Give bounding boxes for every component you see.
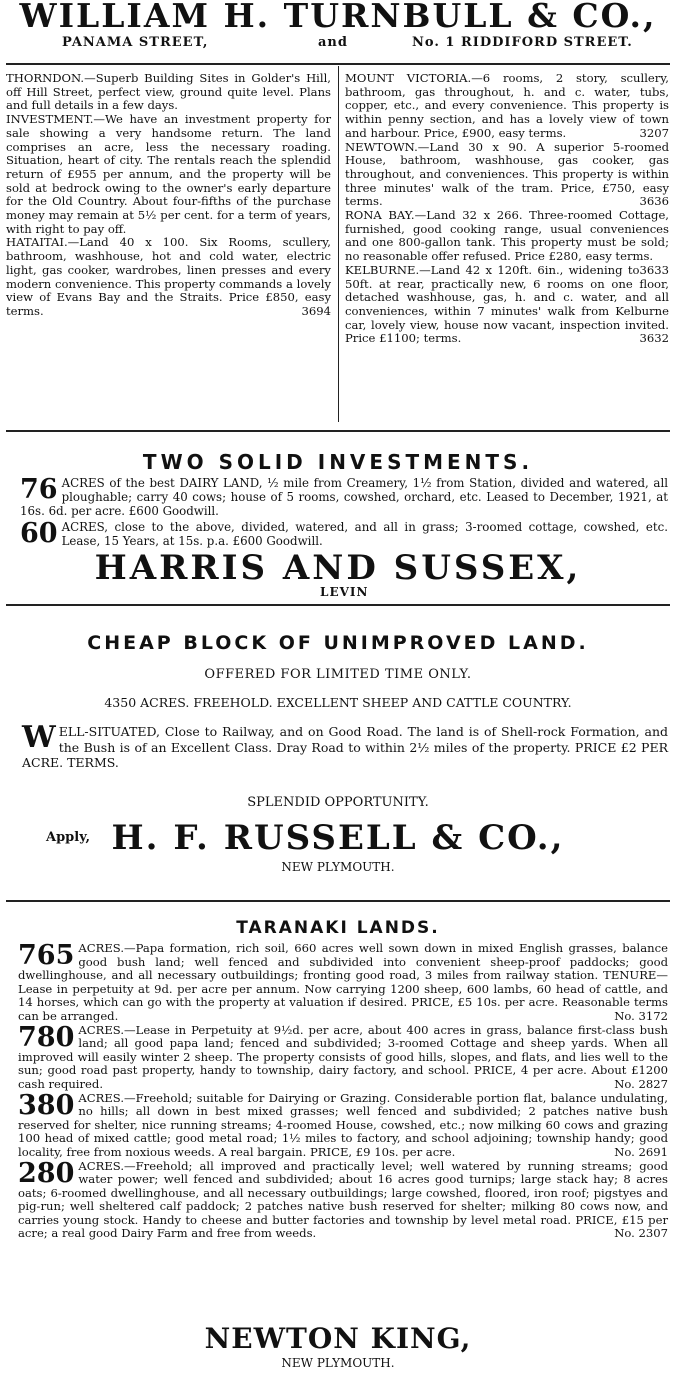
listing-text: NEWTOWN.—Land 30 x 90. A superior 5-roomed House, bathroom, washhouse, gas cooker, gas throughout, and conveniences. This property is within three minutes' walk of the tram. Price, £750, easy terms. [345,139,669,209]
turnbull-right-column [345,72,669,346]
listing-body [18,1021,668,1092]
listing-ref: 3632 [639,331,669,346]
harris-firm: HARRIS AND SUSSEX, [94,548,582,588]
listing-text: ACRES.—Papa formation, rich soil, 660 acres well sown down in mixed English grasses, balance good bush land; well fenced and subdivided into convenient sheep-proof paddocks; good dwellinghouse, and all necessary outbuildings; fronting good road, 3 miles from railway station. TENURE—Lease in perpetuity at 9d. per acre per annum. Now carrying 1200 sheep, 600 lambs, 60 head of cattle, and 14 horses, which can go with the property at valuation if desired. PRICE, £5 10s. per acre. Reasonable terms can be arranged. [18,941,668,1023]
listing-hataitai [6,236,331,318]
land-listing [18,942,668,1024]
russell-body-text: ELL-SITUATED, Close to Railway, and on Good Road. The land is of Shell-rock Formation, and the Bush is of an Excellent Class. Dray Road to within 2½ miles of the property. PRICE £2 PER ACRE. TERMS. [22,724,668,770]
acreage-number: 60 [20,518,58,549]
listing-ref: 3636 [639,194,669,209]
turnbull-street-and: and [318,35,348,50]
listing-ref: 3633 [639,262,669,277]
turnbull-street-left: PANAMA STREET, [62,35,209,50]
acreage-number: 280 [18,1157,75,1189]
turnbull-title: WILLIAM H. TURNBULL & CO., [19,0,657,35]
russell-body [22,720,668,771]
turnbull-left-column [6,72,331,319]
listing-text: ACRES.—Freehold; all improved and practically level; well watered by running streams; good water power; well fenced and subdivided; about 16 acres good turnips; large stack hay; 8 acres oats; 6-roomed dwellinghouse, and all necessary outbuildings; large cowshed, floored, iron roof; pigstyes and pig-run; well sheltered calf paddock; 2 patches native bush reserved for shelter; milking 80 cows now, and carries young stock. Handy to cheese and butter factories and township by level metal road. PRICE, £15 per acre; a real good Dairy Farm and free from weeds. [18,1158,668,1241]
russell-firm: H. F. RUSSELL & CO., [111,818,565,858]
listing-newtown [345,141,669,210]
listing-kelburne [345,264,669,346]
harris-item-2 [20,520,668,548]
listing-ref: 3694 [301,303,331,318]
listing-rona-bay [345,208,669,277]
land-listing [18,1157,668,1242]
listing-text: KELBURNE.—Land 42 x 120ft. 6in., widening to 50ft. at rear, practically new, 6 rooms on one floor, detached washhouse, gas, h. and c. water, and all conveniences, within 7 minutes' walk from Kelburne car, lovely view, house now vacant, inspection invited. Price £1100; terms. [345,262,669,346]
listing-body [18,1089,668,1160]
divider [6,900,670,902]
listing-ref: No. 2307 [614,1226,668,1241]
listing-text: MOUNT VICTORIA.—6 rooms, 2 story, scullery, bathroom, gas throughout, h. and c. water, tubs, copper, etc., and every convenience. This property is within penny section, and has a lovely view of town and harbour. Price, £900, easy terms. [345,71,669,140]
item-text: ACRES, close to the above, divided, watered, and all in grass; 3-roomed cottage, cowshed, etc. Lease, 15 Years, at 15s. p.a. £600 Goodwill. [61,520,668,549]
dropcap: W [22,720,56,755]
listing-mount-victoria [345,72,669,141]
russell-heading: CHEAP BLOCK OF UNIMPROVED LAND. [87,632,589,654]
divider [6,430,670,432]
acreage-number: 780 [18,1021,75,1053]
divider [6,604,670,606]
listing-text: ACRES.—Lease in Perpetuity at 9½d. per acre, about 400 acres in grass, balance first-class bush land; all good papa land; fenced and subdivided; 3-roomed Cottage and sheep yards. When all improved will easily winter 2 sheep. The property consists of good hills, slopes, and flats, and lies well to the sun; good road past property, handy to township, dairy factory, and school. PRICE, 4 per acre. About £1200 cash required. [18,1022,668,1091]
listing-text: RONA BAY.—Land 32 x 266. Three-roomed Cottage, furnished, good cooking range, usual conveniences and one 800-gallon tank. This property must be sold; no reasonable offer refused. Price £280, easy terms. [345,208,669,264]
listing-ref: 3207 [639,125,669,140]
listing-text: ACRES.—Freehold; suitable for Dairying or Grazing. Considerable portion flat, balance undulating, no hills; all down in best mixed grasses; well fenced and subdivided; 2 patches native bush reserved for shelter, nice running streams; 4-roomed House, cowshed, etc.; now milking 60 cows and grazing 100 head of mixed cattle; good metal road; 1½ miles to factory, and school adjoining; township handy; good locality, free from noxious weeds. A real bargain. PRICE, £9 10s. per acre. [18,1090,668,1159]
russell-apply: Apply, [46,830,91,845]
russell-line-1: OFFERED FOR LIMITED TIME ONLY. [204,667,472,682]
acreage-number: 380 [18,1089,75,1121]
item-text: ACRES of the best DAIRY LAND, ½ mile from Creamery, 1½ from Station, divided and watered, all ploughable; carry 40 cows; house of 5 rooms, cowshed, orchard, etc. Leased to December, 1921, at 16s. 6d. per acre. £600 Goodwill. [20,476,668,519]
column-divider [338,66,339,422]
turnbull-street-right: No. 1 RIDDIFORD STREET. [412,35,633,50]
king-firm: NEWTON KING, [204,1322,472,1355]
listing-thorndon: THORNDON.—Superb Building Sites in Golder's Hill, off Hill Street, perfect view, ground quite level. Plans and full details in a few days. [6,71,331,113]
listing-ref: No. 2827 [614,1076,668,1091]
king-town: NEW PLYMOUTH. [281,1356,395,1370]
listing-ref: No. 2691 [614,1144,668,1159]
land-listing [18,1021,668,1092]
harris-item-1 [20,476,668,519]
russell-line-3: SPLENDID OPPORTUNITY. [247,795,429,810]
king-heading: TARANAKI LANDS. [236,918,440,938]
king-listings [18,942,668,1241]
listing-body [18,942,668,1024]
divider [6,63,670,65]
land-listing [18,1089,668,1160]
listing-ref: No. 3172 [614,1008,668,1023]
acreage-number: 765 [18,940,75,971]
listing-investment: INVESTMENT.—We have an investment property for sale showing a very handsome return. The land comprises an acre, less the necessary roading. Situation, heart of city. The rentals reach the splendid return of £955 per annum, and the property will be sold at bedrock owing to the owner's early departure for the Old Country. About four-fifths of the purchase money may remain at 5½ per cent. for a term of years, with right to pay off. [6,112,331,236]
russell-town: NEW PLYMOUTH. [281,860,395,874]
acreage-number: 76 [20,474,58,505]
russell-line-2: 4350 ACRES. FREEHOLD. EXCELLENT SHEEP AND CATTLE COUNTRY. [104,695,572,710]
listing-text: HATAITAI.—Land 40 x 100. Six Rooms, scullery, bathroom, washhouse, hot and cold water, electric light, gas cooker, wardrobes, linen presses and every modern convenience. This property commands a lovely view of Evans Bay and the Straits. Price £850, easy terms. [6,235,331,318]
listing-body [18,1157,668,1242]
harris-town: LEVIN [320,585,369,599]
harris-heading: TWO SOLID INVESTMENTS. [142,450,534,474]
